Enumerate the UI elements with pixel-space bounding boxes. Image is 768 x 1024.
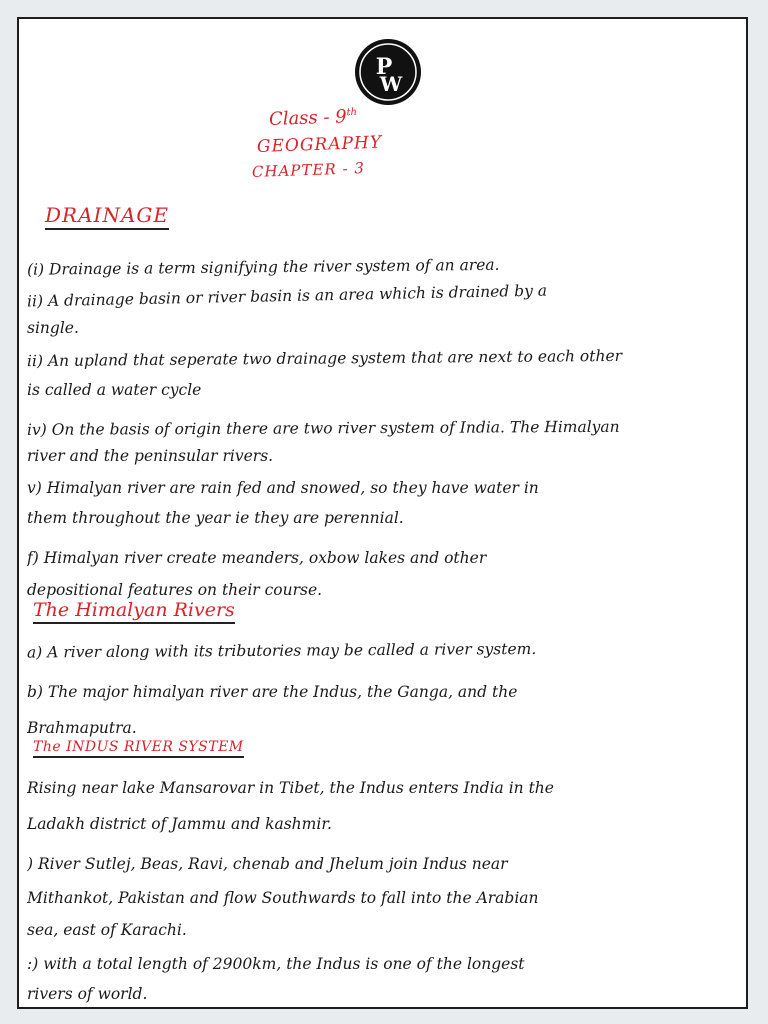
- note-line: is called a water cycle: [27, 381, 202, 399]
- note-line: rivers of world.: [27, 985, 148, 1003]
- note-line: ii) An upland that seperate two drainage system that are next to each other: [26, 346, 623, 371]
- note-line: them throughout the year ie they are perennial.: [27, 509, 404, 527]
- indus-river-system-heading: The INDUS RIVER SYSTEM: [33, 739, 244, 758]
- pw-logo-icon: [353, 37, 423, 107]
- note-line: a) A river along with its tributories may be called a river system.: [26, 639, 537, 662]
- note-line: v) Himalyan river are rain fed and snowed, so they have water in: [27, 479, 539, 497]
- note-line: depositional features on their course.: [27, 581, 323, 599]
- subject-title: GEOGRAPHY: [256, 132, 383, 157]
- class-text: Class - 9: [268, 106, 348, 130]
- note-line: river and the peninsular rivers.: [27, 447, 274, 465]
- drainage-heading: DRAINAGE: [45, 203, 169, 230]
- note-line: Ladakh district of Jammu and kashmir.: [27, 815, 332, 833]
- chapter-title: CHAPTER - 3: [251, 159, 366, 181]
- svg-text:W: W: [379, 72, 403, 96]
- note-line: ii) A drainage basin or river basin is an area which is drained by a: [26, 281, 548, 311]
- note-line: f) Himalyan river create meanders, oxbow lakes and other: [27, 549, 487, 567]
- note-line: (i) Drainage is a term signifying the river system of an area.: [26, 255, 500, 279]
- note-line: sea, east of Karachi.: [27, 921, 187, 939]
- note-line: b) The major himalyan river are the Indus, the Ganga, and the: [27, 683, 518, 701]
- svg-text:P: P: [375, 54, 393, 80]
- note-line: single.: [27, 319, 79, 337]
- note-line: :) with a total length of 2900km, the Indus is one of the longest: [27, 955, 525, 973]
- note-line: iv) On the basis of origin there are two river system of India. The Himalyan: [26, 417, 620, 439]
- himalayan-rivers-heading: The Himalyan Rivers: [33, 599, 235, 624]
- note-line: Brahmaputra.: [27, 719, 137, 737]
- class-suffix: th: [346, 106, 358, 119]
- note-line: ) River Sutlej, Beas, Ravi, chenab and Jhelum join Indus near: [27, 855, 508, 873]
- note-line: Rising near lake Mansarovar in Tibet, the Indus enters India in the: [27, 779, 554, 797]
- notes-page: [17, 17, 748, 1009]
- note-line: Mithankot, Pakistan and flow Southwards to fall into the Arabian: [27, 889, 539, 907]
- class-title: [269, 106, 358, 130]
